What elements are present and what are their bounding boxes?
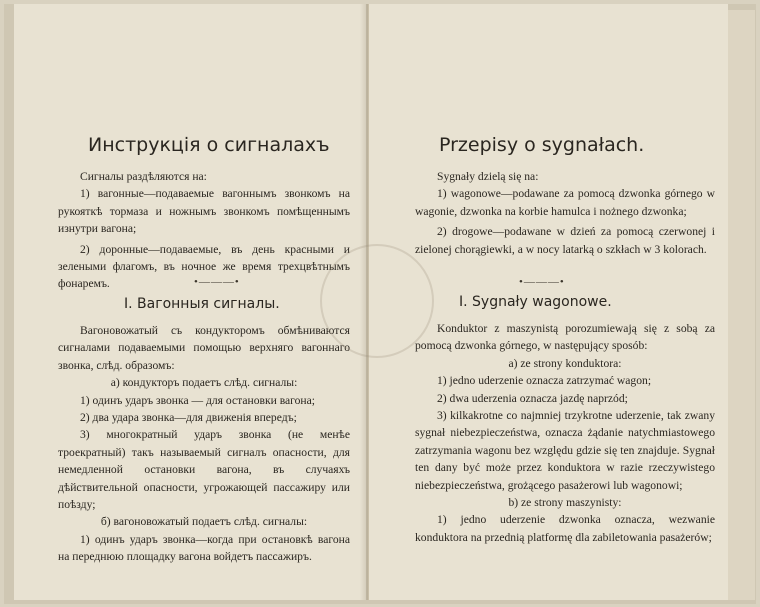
page-edge: [726, 10, 755, 600]
watermark-seal: [320, 244, 434, 358]
left-b1: 1) одинъ ударъ звонка—когда при остановкѣ вагона на переднюю площадку вагона войдетъ пассажиръ.: [58, 532, 350, 564]
left-item-2: 2) доронные—подаваемые, въ день красными и зелеными флагомъ, въ ночное же время трехцвѣтнымъ фонаремъ.: [58, 242, 350, 291]
left-body-block: [58, 322, 350, 566]
left-para-1: Вагоновожатый съ кондукторомъ обмѣниваются сигналами подаваемыми помощью верхняго вагоннаго звонка, слѣд. образомъ:: [58, 324, 350, 372]
right-para-1: Konduktor z maszynistą porozumiewają się z sobą za pomocą dzwonka górnego, w następujący sposób:: [415, 322, 715, 353]
left-item-1: 1) вагонные—подаваемые вагоннымъ звонкомъ на рукояткѣ тормаза и ножнымъ звонкомъ помѣщеннымъ изнутри вагона;: [58, 187, 350, 236]
right-section-title: I. Sygnały wagonowe.: [459, 294, 612, 310]
left-a2: 2) два удара звонка—для движенія впередъ;: [80, 411, 297, 425]
left-intro: Сигналы раздѣляются на:: [80, 170, 207, 183]
right-ornament: •———•: [519, 276, 565, 288]
right-intro-block: [415, 168, 715, 258]
right-sub-b: b) ze strony maszynisty:: [508, 496, 622, 510]
left-sub-b: б) вагоновожатый подаетъ слѣд. сигналы:: [100, 515, 308, 529]
right-item-2: 2) drogowe—podawane w dzień za pomocą czerwonej i zielonej chorągiewki, a w nocy latarką o szkłach w 3 kolorach.: [415, 225, 715, 256]
left-page-title: Инструкція о сигналахъ: [88, 134, 330, 156]
right-item-1: 1) wagonowe—podawane za pomocą dzwonka górnego w wagonie, dzwonka na korbie hamulca i nożnego dzwonka;: [415, 187, 715, 218]
right-sub-a: a) ze strony konduktora:: [508, 356, 622, 370]
right-a1: 1) jedno uderzenie oznacza zatrzymać wagon;: [437, 374, 652, 388]
left-intro-block: [58, 168, 350, 293]
left-sub-a: а) кондукторъ подаетъ слѣд. сигналы:: [110, 376, 298, 390]
left-ornament: •———•: [194, 276, 240, 288]
book-spread: [4, 4, 756, 604]
left-section-title: I. Вагонныя сигналы.: [124, 296, 280, 312]
right-b1: 1) jedno uderzenie dzwonka oznacza, wezwanie konduktora na przednią platformę dla zabiletowania pasażerów;: [415, 513, 715, 544]
right-page-title: Przepisy o sygnałach.: [439, 134, 645, 156]
left-page: [14, 4, 366, 600]
right-body-block: [415, 320, 715, 546]
right-intro: Sygnały dzielą się na:: [437, 170, 539, 183]
left-a3: 3) многократный ударъ звонка (не менѣе троекратный) такъ называемый сигналъ опасности, для немедленной остановки вагона, въ случаяхъ дѣйствительной опасности, угрожающей пассажиру или поѣзду;: [58, 428, 350, 512]
left-a1: 1) одинъ ударъ звонка — для остановки вагона;: [80, 393, 316, 407]
right-a3: 3) kilkakrotne co najmniej trzykrotne uderzenie, tak zwany sygnał niebezpieczeństwa, oznacza żądanie natychmiastowego zatrzymania wagonu bez względu gdzie się ten znajduje. Sygnał ten dany być może przez konduktora w razie rzeczywistego niebezpieczeństwa, grożącego pasażerowi lub wagonowi;: [415, 409, 715, 492]
right-a2: 2) dwa uderzenia oznacza jazdę naprzód;: [437, 391, 628, 405]
